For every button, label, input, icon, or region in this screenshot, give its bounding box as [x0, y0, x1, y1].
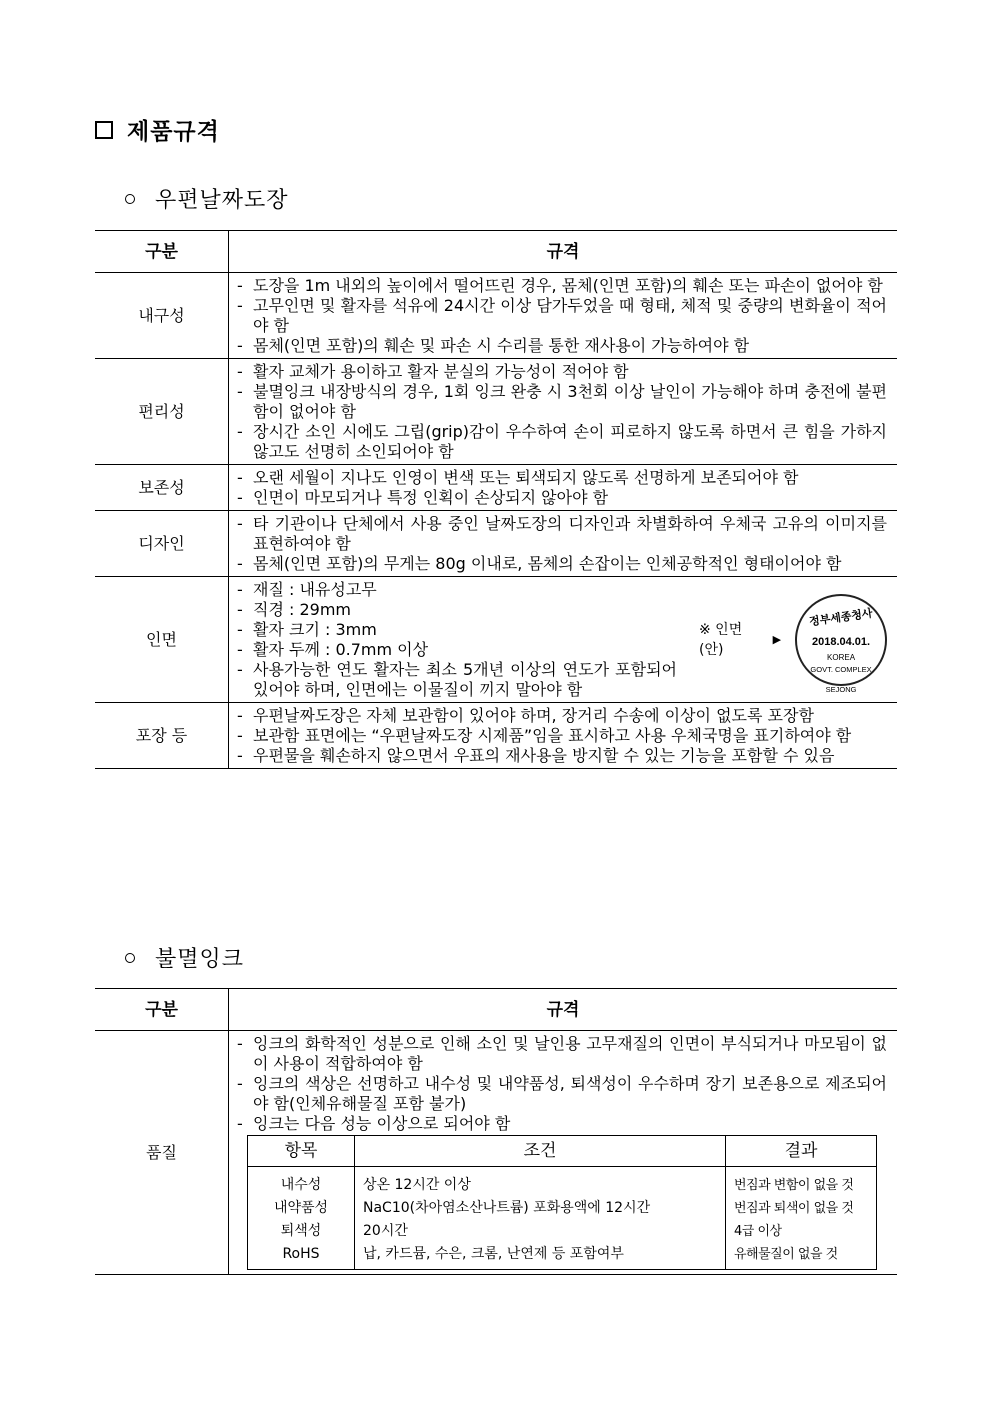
spec-item: - 타 기관이나 단체에서 사용 중인 날짜도장의 디자인과 차별화하여 우체국 고유의 이미지를 표현하여야 함: [237, 514, 887, 553]
item-column: 내수성 내약품성 퇴색성 RoHS: [248, 1167, 355, 1270]
header-item: 항목: [248, 1136, 355, 1167]
row-spec: [229, 273, 898, 359]
document-title: [95, 113, 220, 146]
table-header-row: [95, 231, 897, 273]
row-spec: [229, 577, 898, 703]
spec-item: - 사용가능한 연도 활자는 최소 5개년 이상의 연도가 포함되어 있어야 하며, 인면에는 이물질이 끼지 말아야 함: [237, 660, 677, 699]
ink-spec-table: [95, 988, 897, 1275]
spec-item: - 보관함 표면에는 “우편날짜도장 시제품”임을 표시하고 사용 우체국명을 표기하여야 함: [237, 726, 852, 745]
row-spec: [229, 703, 898, 769]
table-row: [95, 577, 897, 703]
document-title-text: 제품규격: [127, 119, 220, 145]
header-result: 결과: [726, 1136, 877, 1167]
table-row: [95, 465, 897, 511]
table-row: [95, 1031, 897, 1275]
row-category: 인면: [95, 577, 229, 703]
section-heading-date-stamp: [125, 183, 289, 214]
spec-item: - 활자 교체가 용이하고 활자 분실의 가능성이 적어야 함: [237, 362, 629, 381]
condition-column: 상온 12시간 이상 NaC10(차아염소산나트륨) 포화용액에 12시간 20시간 납, 카드뮴, 수은, 크롬, 난연제 등 포함여부: [355, 1167, 726, 1270]
spec-item: - 오랜 세월이 지나도 인영이 변색 또는 퇴색되지 않도록 선명하게 보존되어야 함: [237, 468, 799, 487]
spec-item: - 우편날짜도장은 자체 보관함이 있어야 하며, 장거리 수송에 이상이 없도록 포장함: [237, 706, 814, 725]
row-spec: [229, 465, 898, 511]
row-spec: [229, 511, 898, 577]
spec-item: - 인면이 마모되거나 특정 인획이 손상되지 않아야 함: [237, 488, 609, 507]
row-category: 보존성: [95, 465, 229, 511]
spec-item: - 잉크는 다음 성능 이상으로 되어야 함: [237, 1114, 511, 1133]
spec-item: - 활자 두께 : 0.7mm 이상: [237, 640, 429, 659]
table-row: [95, 703, 897, 769]
imprint-content: [237, 580, 887, 700]
table-row: [95, 511, 897, 577]
stamp-country: KOREA: [827, 653, 856, 662]
imprint-note-label: ※ 인면(안): [699, 622, 743, 658]
stamp-bottom-text: GOVT. COMPLEX SEJONG: [810, 665, 872, 694]
header-spec: 규격: [229, 231, 898, 273]
spec-item: - 재질 : 내유성고무: [237, 580, 377, 599]
spec-item: - 도장을 1m 내외의 높이에서 떨어뜨린 경우, 몸체(인면 포함)의 훼손 또는 파손이 없어야 함: [237, 276, 883, 295]
header-spec: 규격: [229, 989, 898, 1031]
section-heading-text: 불멸잉크: [155, 947, 245, 972]
header-condition: 조건: [355, 1136, 726, 1167]
spec-item: - 잉크의 색상은 선명하고 내수성 및 내약품성, 퇴색성이 우수하며 장기 보존용으로 제조되어야 함(인체유해물질 포함 불가): [237, 1074, 887, 1113]
table-row: [95, 359, 897, 465]
performance-table: [247, 1135, 877, 1270]
imprint-sample-note: [699, 620, 781, 660]
row-category: 품질: [95, 1031, 229, 1275]
header-category: 구분: [95, 231, 229, 273]
row-category: 디자인: [95, 511, 229, 577]
row-category: 내구성: [95, 273, 229, 359]
spec-item: - 우편물을 훼손하지 않으면서 우표의 재사용을 방지할 수 있는 기능을 포함할 수 있음: [237, 746, 835, 765]
arrow-right-icon: ▶: [772, 633, 782, 646]
spec-item: - 몸체(인면 포함)의 훼손 및 파손 시 수리를 통한 재사용이 가능하여야 함: [237, 336, 750, 355]
spec-item: - 잉크의 화학적인 성분으로 인해 소인 및 날인용 고무재질의 인면이 부식되거나 마모됨이 없이 사용이 적합하여야 함: [237, 1034, 887, 1073]
spec-item: - 고무인면 및 활자를 석유에 24시간 이상 담가두었을 때 형태, 체적 및 중량의 변화율이 적어야 함: [237, 296, 887, 335]
sample-stamp-image: [795, 594, 887, 694]
row-category: 포장 등: [95, 703, 229, 769]
stamp-top-text: 정부세종청사: [808, 606, 874, 629]
table-header-row: [95, 989, 897, 1031]
imprint-spec-list: [237, 580, 677, 700]
spec-item: - 장시간 소인 시에도 그립(grip)감이 우수하여 손이 피로하지 않도록 하면서 큰 힘을 가하지 않고도 선명히 소인되어야 함: [237, 422, 887, 461]
date-stamp-spec-table: [95, 230, 897, 769]
stamp-date: 2018.04.01.: [811, 636, 871, 648]
row-spec: [229, 1031, 898, 1275]
spec-item: - 불멸잉크 내장방식의 경우, 1회 잉크 완충 시 3천회 이상 날인이 가능해야 하며 충전에 불편함이 없어야 함: [237, 382, 887, 421]
circle-bullet-icon: [125, 194, 135, 204]
checkbox-square-icon: [95, 121, 113, 139]
section-heading-ink: [125, 942, 244, 973]
performance-body: [248, 1167, 877, 1270]
performance-header-row: [248, 1136, 877, 1167]
table-row: [95, 273, 897, 359]
spec-item: - 몸체(인면 포함)의 무게는 80g 이내로, 몸체의 손잡이는 인체공학적인 형태이어야 함: [237, 554, 842, 573]
circle-bullet-icon: [125, 953, 135, 963]
result-column: 번짐과 변함이 없을 것 번짐과 퇴색이 없을 것 4급 이상 유해물질이 없을 것: [726, 1167, 877, 1270]
row-category: 편리성: [95, 359, 229, 465]
header-category: 구분: [95, 989, 229, 1031]
spec-item: - 활자 크기 : 3mm: [237, 620, 377, 639]
section-heading-text: 우편날짜도장: [155, 188, 289, 213]
spec-item: - 직경 : 29mm: [237, 600, 352, 619]
row-spec: [229, 359, 898, 465]
